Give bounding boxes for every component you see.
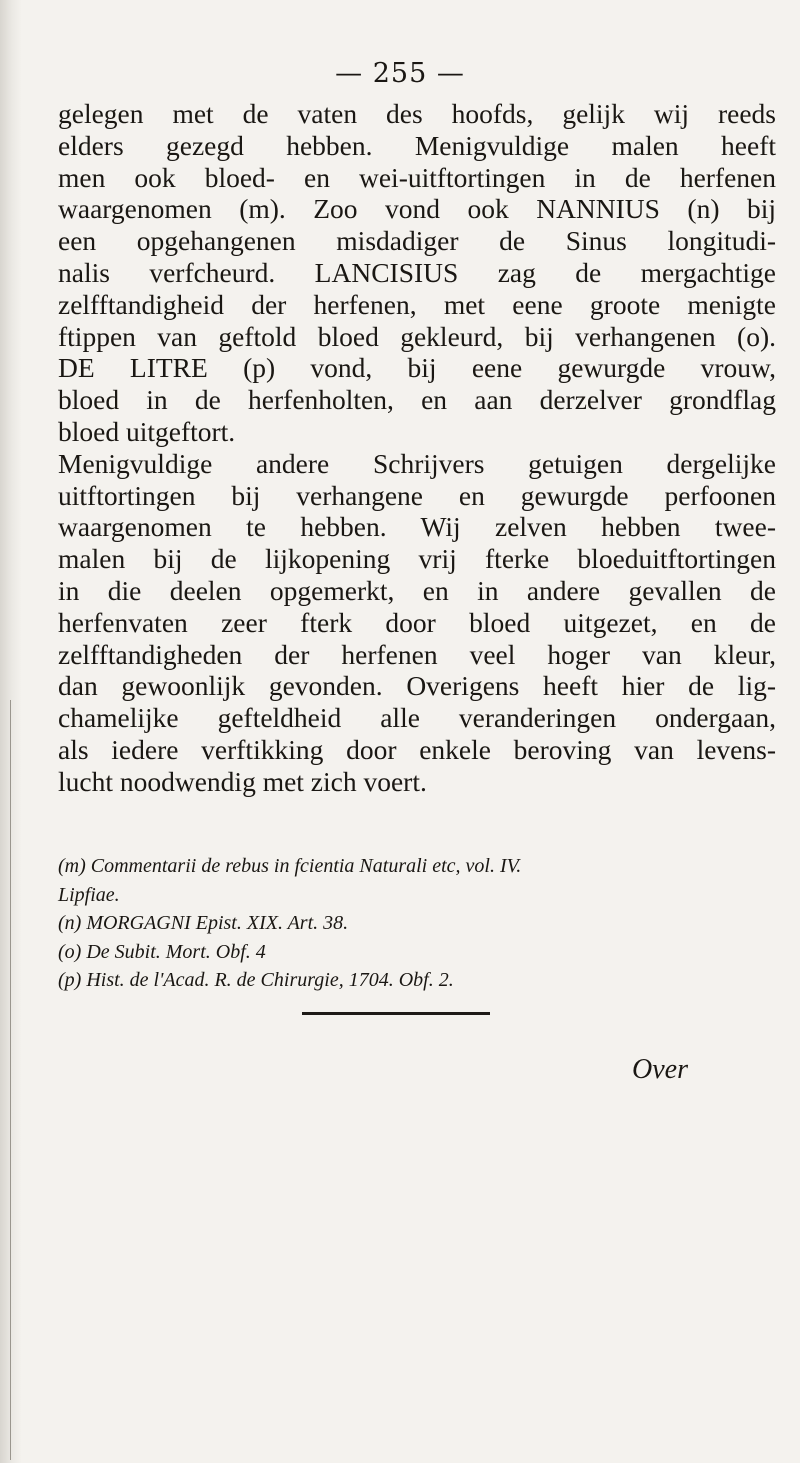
page-gutter-shadow xyxy=(0,0,22,1463)
body-line: Menigvuldige andere Schrijvers getuigen dergelijke xyxy=(58,447,776,479)
catchword: Over xyxy=(632,1054,688,1085)
body-line: zelfftandigheden der herfenen veel hoger van kleur, xyxy=(58,638,776,670)
body-line: elders gezegd hebben. Menigvuldige malen heeft xyxy=(58,129,776,161)
footnote-o: (o) De Subit. Mort. Obf. 4 xyxy=(58,940,266,963)
body-line: gelegen met de vaten des hoofds, gelijk wij reeds xyxy=(58,98,776,129)
body-line: nalis verfcheurd. LANCISIUS zag de mergachtige xyxy=(58,256,776,288)
body-line: bloed in de herfenholten, en aan derzelver grondflag xyxy=(58,384,776,416)
body-line: een opgehangenen misdadiger de Sinus longitudi- xyxy=(58,225,776,257)
footnotes xyxy=(58,852,758,995)
body-line: in die deelen opgemerkt, en in andere gevallen de xyxy=(58,574,776,606)
body-line: DE LITRE (p) vond, bij eene gewurgde vrouw, xyxy=(58,352,776,384)
body-line: als iedere verftikking door enkele beroving van levens- xyxy=(58,733,776,765)
body-line: dan gewoonlijk gevonden. Overigens heeft hier de lig- xyxy=(58,670,776,702)
body-line: waargenomen te hebben. Wij zelven hebben twee- xyxy=(58,511,776,543)
page-number: — 255 — xyxy=(335,58,465,89)
body-line: uitftortingen bij verhangene en gewurgde perfoonen xyxy=(58,479,776,511)
body-line: waargenomen (m). Zoo vond ook NANNIUS (n) bij xyxy=(58,193,776,225)
footnote-p: (p) Hist. de l'Acad. R. de Chirurgie, 1704. Obf. 2. xyxy=(58,969,454,992)
body-line: ftippen van geftold bloed gekleurd, bij verhangenen (o). xyxy=(58,320,776,352)
body-line: malen bij de lijkopening vrij fterke bloeduitftortingen xyxy=(58,543,776,575)
gutter-line xyxy=(10,700,11,1460)
body-line: lucht noodwendig met zich voert. xyxy=(58,765,427,797)
body-line: chamelijke gefteldheid alle veranderingen ondergaan, xyxy=(58,702,776,734)
footnote-n: (n) MORGAGNI Epist. XIX. Art. 38. xyxy=(58,912,349,935)
footnote-m-continued: Lipfiae. xyxy=(58,883,120,906)
body-line: herfenvaten zeer fterk door bloed uitgezet, en de xyxy=(58,606,776,638)
body-line: bloed uitgeftort. xyxy=(58,415,236,447)
body-text xyxy=(58,98,776,798)
footnote-end-rule xyxy=(302,1012,490,1015)
body-line: zelfftandigheid der herfenen, met eene groote menigte xyxy=(58,288,776,320)
body-line: men ook bloed- en wei-uitftortingen in de herfenen xyxy=(58,161,776,193)
footnote-m: (m) Commentarii de rebus in fcientia Naturali etc, vol. IV. xyxy=(58,855,522,877)
